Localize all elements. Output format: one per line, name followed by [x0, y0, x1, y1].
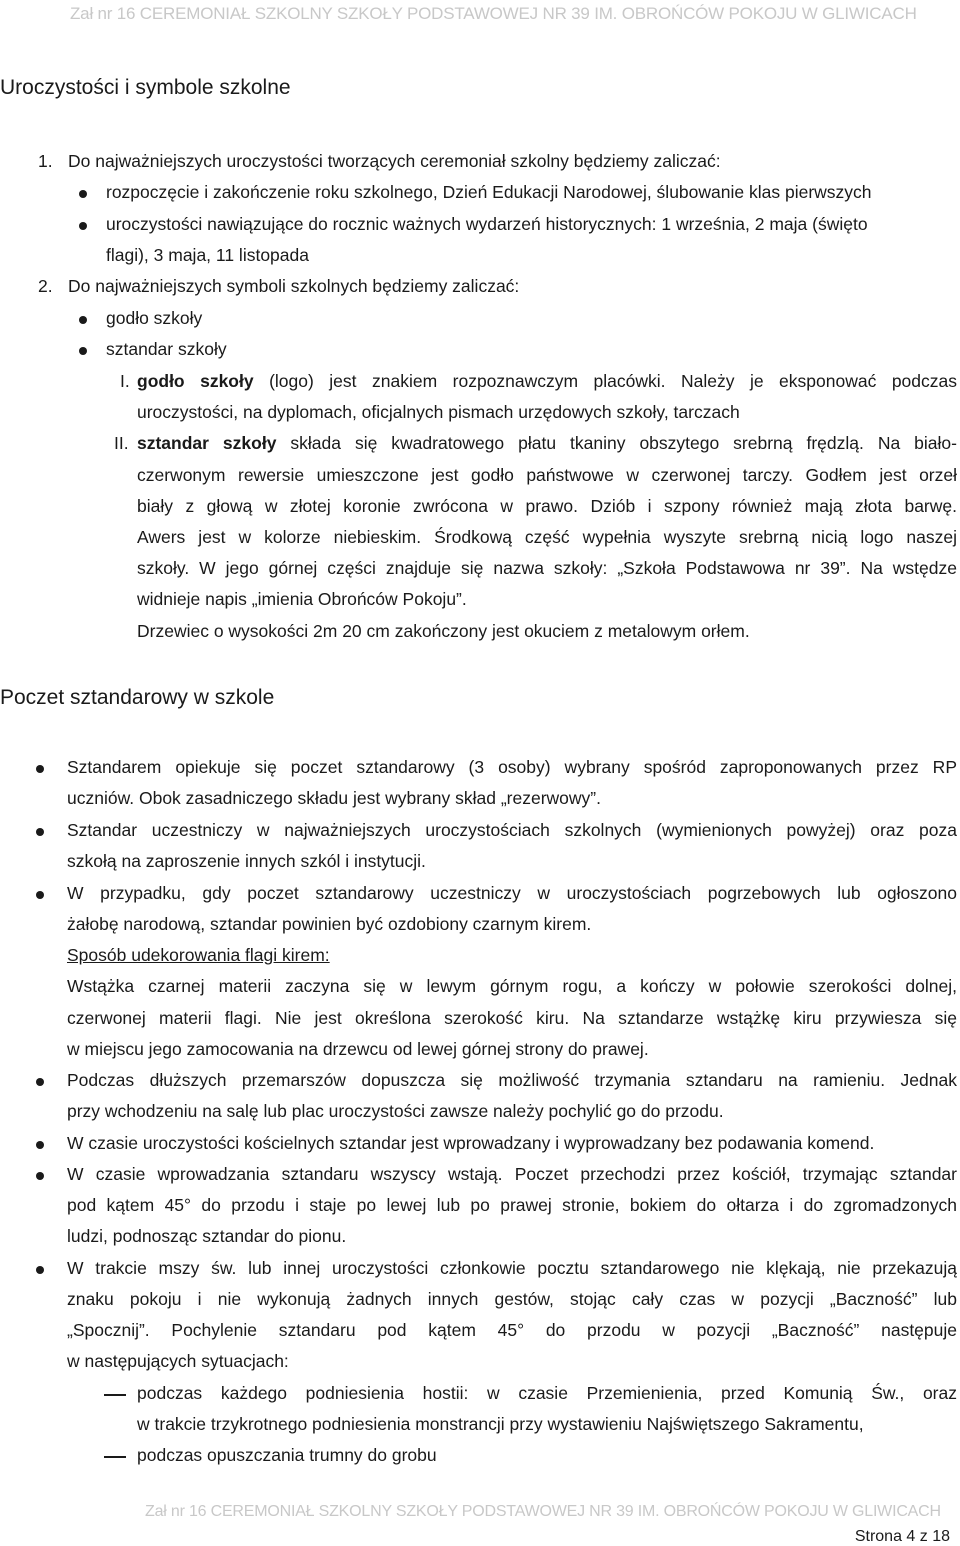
p7-line-2: znaku pokoju i nie wykonują żadnych innych gestów, stojąc cały czas w pozycji „Baczność” lub [67, 1289, 957, 1309]
roman-numeral-1: I. [120, 371, 130, 391]
dash1-line-1: podczas każdego podniesienia hostii: w czasie Przemienienia, przed Komunią Św., oraz [137, 1383, 957, 1403]
roman2-text: składa się kwadratowego płatu tkaniny obszytego srebrną frędzlą. Na biało- [290, 433, 957, 453]
p1-line-1: Sztandarem opiekuje się poczet sztandarowy (3 osoby) wybrany spośród zaproponowanych przez RP [67, 757, 957, 777]
bullet-icon [36, 765, 44, 773]
bullet-icon [79, 316, 87, 324]
p3-sub-line-2: czerwonej materii flagi. Nie jest określona szerokość kiru. Na sztandarze wstążkę kiru przywiesza się [67, 1008, 957, 1028]
p3-sub-heading: Sposób udekorowania flagi kirem: [67, 945, 330, 965]
p3-line-2: żałobę narodową, sztandar powinien być ozdobiony czarnym kirem. [67, 914, 592, 934]
p6-line-1: W czasie wprowadzania sztandaru wszyscy wstają. Poczet przechodzi przez kościół, trzymając sztandar [67, 1164, 957, 1184]
dash-icon [104, 1394, 126, 1396]
p3-sub-line-1: Wstążka czarnej materii zaczyna się w lewym górnym rogu, a kończy w połowie szerokości dolnej, [67, 976, 957, 996]
roman2-line-4: Awers jest w kolorze niebieskim. Środkową część wypełnia wyszyte srebrną nicią logo naszej [137, 527, 957, 547]
roman2-line-1 [137, 433, 957, 454]
p4-line-1: Podczas dłuższych przemarszów dopuszcza się możliwość trzymania sztandaru na ramieniu. Jednak [67, 1070, 957, 1090]
p7-line-3: „Spocznij”. Pochylenie sztandaru pod kątem 45° do przodu w pozycji „Baczność” następuje [67, 1320, 957, 1340]
section-title-uroczystosci: Uroczystości i symbole szkolne [0, 76, 291, 99]
bullet-icon [79, 347, 87, 355]
roman2-line-6: widnieje napis „imienia Obrońców Pokoju”. [137, 589, 467, 609]
item1-text: Do najważniejszych uroczystości tworzących ceremoniał szkolny będziemy zaliczać: [68, 151, 721, 171]
roman2-line-3: biały z głową w złotej koronie zwrócona w prawo. Dziób i szpony również mają złota barwę. [137, 496, 957, 516]
roman2-line-7: Drzewiec o wysokości 2m 20 cm zakończony jest okuciem z metalowym orłem. [137, 621, 750, 641]
bullet-icon [36, 1141, 44, 1149]
page-header: Zał nr 16 CEREMONIAŁ SZKOLNY SZKOŁY PODSTAWOWEJ NR 39 IM. OBROŃCÓW POKOJU W GLIWICACH [70, 4, 917, 23]
item2-bullet-godlo: godło szkoły [106, 308, 203, 328]
p6-line-2: pod kątem 45° do przodu i staje po lewej lub po prawej stronie, bokiem do ołtarza i do zgromadzonych [67, 1195, 957, 1215]
dash-icon [104, 1456, 126, 1458]
p7-line-1: W trakcie mszy św. lub innej uroczystości członkowie pocztu sztandarowego nie klękają, nie przekazują [67, 1258, 957, 1278]
item1-bullet-1: rozpoczęcie i zakończenie roku szkolnego, Dzień Edukacji Narodowej, ślubowanie klas pierwszych [106, 182, 872, 202]
page-number: Strona 4 z 18 [854, 1528, 950, 1545]
bullet-icon [36, 1172, 44, 1180]
dash2-line-1: podczas opuszczania trumny do grobu [137, 1445, 437, 1465]
item2-bullet-sztandar: sztandar szkoły [106, 339, 227, 359]
dash1-line-2: w trakcie trzykrotnego podniesienia monstrancji przy wystawieniu Najświętszego Sakramentu, [137, 1414, 864, 1434]
page-footer: Zał nr 16 CEREMONIAŁ SZKOLNY SZKOŁY PODSTAWOWEJ NR 39 IM. OBROŃCÓW POKOJU W GLIWICACH [145, 1503, 941, 1520]
roman1-text: (logo) jest znakiem rozpoznawczym placówki. Należy je eksponować podczas [269, 371, 957, 391]
item1-bullet-2-cont: flagi), 3 maja, 11 listopada [106, 245, 309, 265]
p6-line-3: ludzi, podnosząc sztandar do pionu. [67, 1226, 347, 1246]
item2-text: Do najważniejszych symboli szkolnych będziemy zaliczać: [68, 276, 520, 296]
bullet-icon [79, 222, 87, 230]
p1-line-2: uczniów. Obok zasadniczego składu jest wybrany skład „rezerwowy”. [67, 788, 601, 808]
roman2-bold-term: sztandar szkoły [137, 433, 277, 453]
bullet-icon [36, 1266, 44, 1274]
roman1-bold-term: godło szkoły [137, 371, 254, 391]
p3-line-1: W przypadku, gdy poczet sztandarowy uczestniczy w uroczystościach pogrzebowych lub ogłoszono [67, 883, 957, 903]
bullet-icon [36, 891, 44, 899]
roman1-line-1 [137, 371, 957, 392]
bullet-icon [36, 1078, 44, 1086]
p5-line-1: W czasie uroczystości kościelnych sztandar jest wprowadzany i wyprowadzany bez podawania komend. [67, 1133, 875, 1153]
bullet-icon [36, 828, 44, 836]
section-title-poczet: Poczet sztandarowy w szkole [0, 686, 275, 709]
p2-line-2: szkołą na zaproszenie innych szkól i instytucji. [67, 851, 426, 871]
roman2-line-5: szkoły. W jego górnej części znajduje się nazwa szkoły: „Szkoła Podstawowa nr 39”. Na wstędze [137, 558, 957, 578]
p2-line-1: Sztandar uczestniczy w najważniejszych uroczystościach szkolnych (wymienionych powyżej) oraz poza [67, 820, 957, 840]
item2-number: 2. [38, 276, 53, 296]
p4-line-2: przy wchodzeniu na salę lub plac uroczystości zawsze należy pochylić go do przodu. [67, 1101, 724, 1121]
item1-number: 1. [38, 151, 53, 171]
p7-line-4: w następujących sytuacjach: [67, 1351, 289, 1371]
roman2-line-2: czerwonym rewersie umieszczone jest godło państwowe w czerwonej tarczy. Godłem jest orzeł [137, 465, 957, 485]
p3-sub-line-3: w miejscu jego zamocowania na drzewcu od lewej górnej strony do prawej. [67, 1039, 649, 1059]
roman1-line-2: uroczystości, na dyplomach, oficjalnych pismach urzędowych szkoły, tarczach [137, 402, 740, 422]
item1-bullet-2: uroczystości nawiązujące do rocznic ważnych wydarzeń historycznych: 1 września, 2 maja (święto [106, 214, 868, 234]
bullet-icon [79, 190, 87, 198]
roman-numeral-2: II. [114, 433, 129, 453]
